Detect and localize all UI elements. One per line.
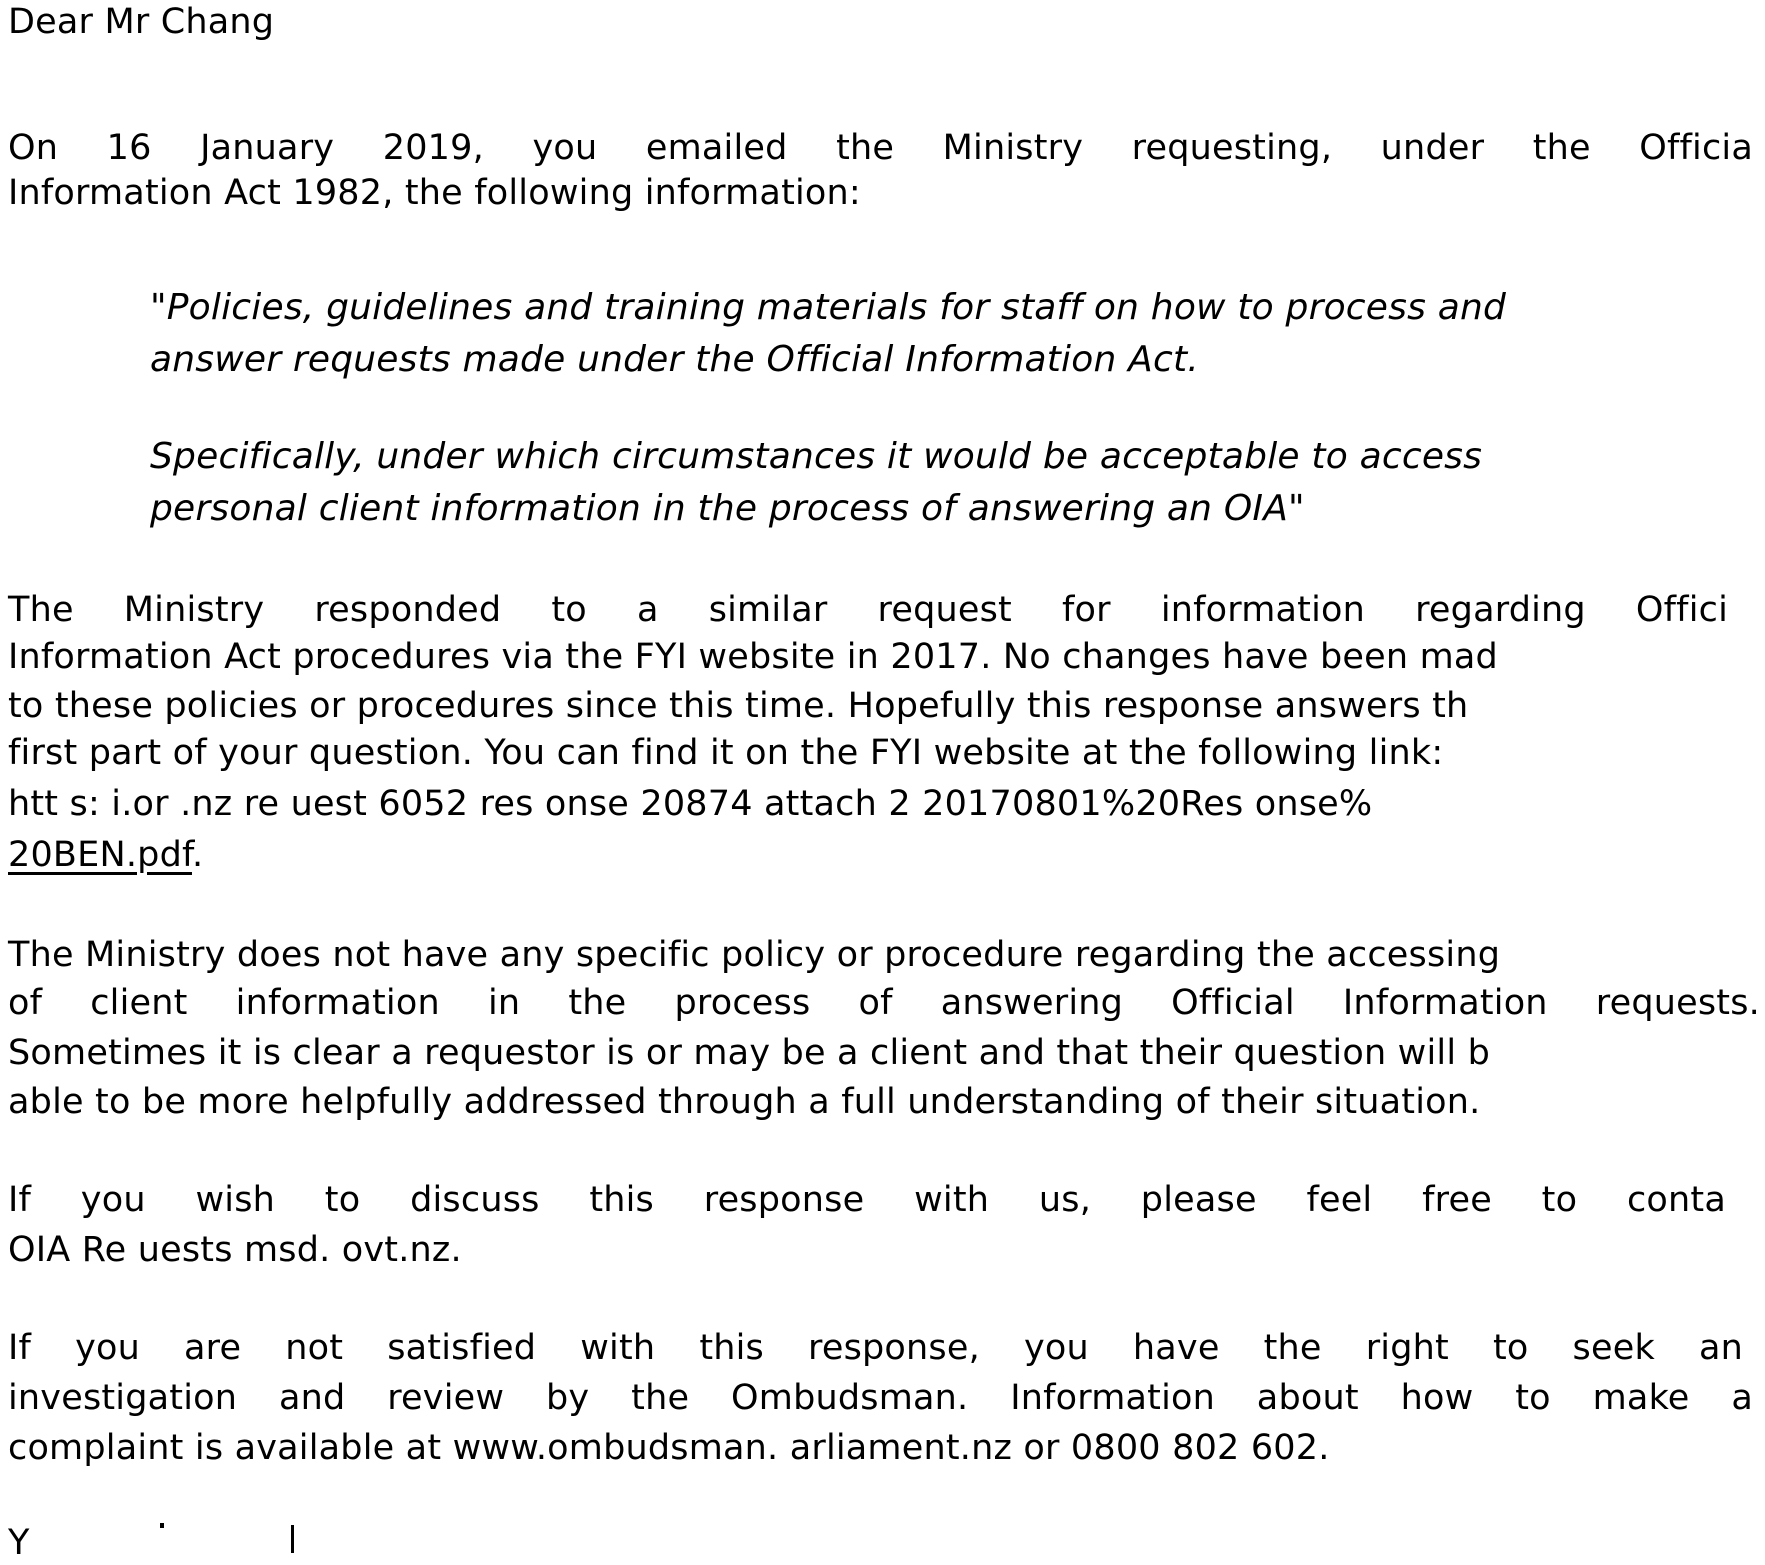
para3-line4: able to be more helpfully addressed through a full understanding of their situation. [8,1082,1481,1122]
para5-line1: If you are not satisfied with this response, you have the right to seek an [8,1328,1743,1368]
para3-line1: The Ministry does not have any specific policy or procedure regarding the accessing [8,935,1501,975]
link-trailing-period: . [191,835,204,875]
para1-line2: Information Act 1982, the following information: [8,173,861,213]
para5-line2: investigation and review by the Ombudsman. Information about how to make a [8,1378,1753,1418]
para2-line3: to these policies or procedures since this time. Hopefully this response answers th [8,686,1469,726]
attachment-link[interactable]: 20BEN.pdf [8,835,192,875]
para1-line1: On 16 January 2019, you emailed the Ministry requesting, under the Officia [8,128,1753,168]
para4-line2: OIA Re uests msd. ovt.nz. [8,1230,462,1270]
salutation: Dear Mr Chang [8,2,275,42]
quote-line1: "Policies, guidelines and training materials for staff on how to process and [150,287,1507,328]
para2-line5: htt s: i.or .nz re uest 6052 res onse 20874 attach 2 20170801%20Res onse% [8,784,1373,824]
para5-line3: complaint is available at www.ombudsman. arliament.nz or 0800 802 602. [8,1428,1330,1468]
para4-line1: If you wish to discuss this response with us, please feel free to conta [8,1180,1726,1220]
para2-line4: first part of your question. You can find it on the FYI website at the following link: [8,733,1444,773]
closing-fragment: Y [8,1523,30,1563]
para2-line2: Information Act procedures via the FYI website in 2017. No changes have been mad [8,637,1498,677]
scan-speck [160,1523,164,1528]
para3-line2: of client information in the process of answering Official Information requests. [8,983,1760,1023]
quote-line2: answer requests made under the Official Information Act. [150,339,1199,380]
scan-stroke [291,1525,294,1553]
para2-line6 [8,833,203,877]
para3-line3: Sometimes it is clear a requestor is or may be a client and that their question will b [8,1033,1490,1073]
quote-line3: Specifically, under which circumstances it would be acceptable to access [150,436,1483,477]
quote-line4: personal client information in the process of answering an OIA" [150,488,1305,529]
para2-line1: The Ministry responded to a similar request for information regarding Offici [8,590,1728,630]
